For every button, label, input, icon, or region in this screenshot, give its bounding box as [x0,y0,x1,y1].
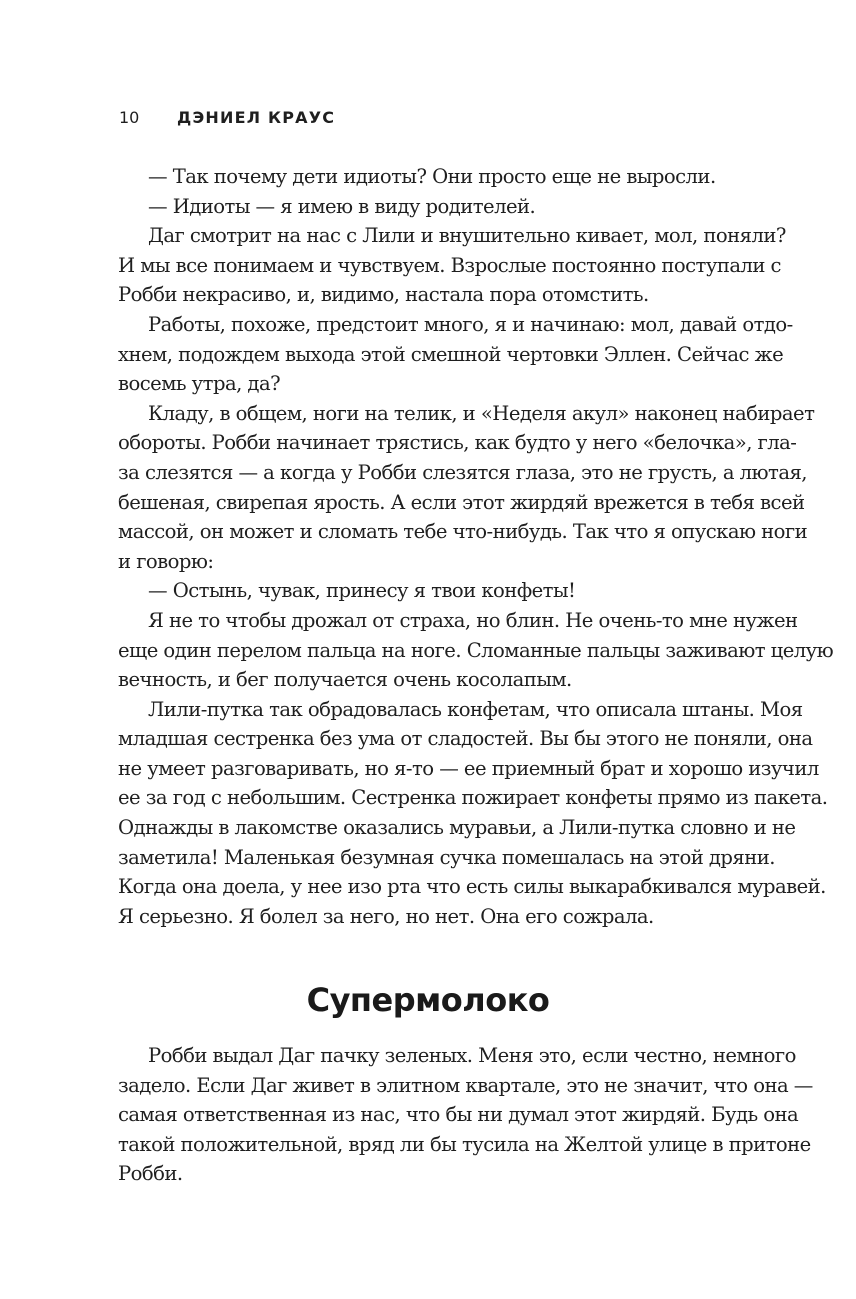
text-line: еще один перелом пальца на ноге. Сломанные пальцы заживают целую [118,638,834,662]
text-line: Однажды в лакомстве оказались муравьи, а Лили-путка словно и не [118,816,796,840]
text-line: — Остынь, чувак, принесу я твои конфеты! [148,579,576,603]
text-line: Робби выдал Даг пачку зеленых. Меня это, если честно, немного [148,1044,796,1067]
chapter-heading: Супермолоко [306,981,550,1019]
text-line: Даг смотрит на нас с Лили и внушительно кивает, мол, поняли? [148,224,786,248]
text-line: Лили-путка так обрадовалась конфетам, что описала штаны. Моя [148,697,803,721]
text-line: Робби некрасиво, и, видимо, настала пора отомстить. [118,283,649,307]
text-line: за слезятся — а когда у Робби слезятся глаза, это не грусть, а лютая, [118,460,807,484]
text-line: заметила! Маленькая безумная сучка помешалась на этой дряни. [118,845,775,869]
body-text-top [118,162,834,931]
text-line: Работы, похоже, предстоит много, я и начинаю: мол, давай отдо- [148,312,793,336]
text-line: бешеная, свирепая ярость. А если этот жирдяй врежется в тебя всей [118,490,805,514]
text-line: и говорю: [118,549,214,573]
text-line: самая ответственная из нас, что бы ни думал этот жирдяй. Будь она [118,1103,799,1127]
text-line: массой, он может и сломать тебе что-нибудь. Так что я опускаю ноги [118,520,808,544]
text-line: задело. Если Даг живет в элитном квартале, это не значит, что она — [118,1073,813,1097]
text-line: не умеет разговаривать, но я-то — ее приемный брат и хорошо изучил [118,756,819,780]
text-line: восемь утра, да? [118,372,281,396]
text-line: Я не то чтобы дрожал от страха, но блин. Не очень-то мне нужен [148,608,798,632]
book-author: ДЭНИЕЛ КРАУС [177,107,336,127]
text-line: вечность, и бег получается очень косолапым. [118,668,572,692]
text-line: Когда она доела, у нее изо рта что есть силы выкарабкивался муравей. [118,875,826,899]
text-line: хнем, подождем выхода этой смешной чертовки Эллен. Сейчас же [118,342,784,366]
text-line: — Идиоты — я имею в виду родителей. [148,194,536,218]
text-line: такой положительной, вряд ли бы тусила на Желтой улице в притоне [118,1132,811,1156]
text-line: младшая сестренка без ума от сладостей. Вы бы этого не поняли, она [118,727,813,751]
text-line: И мы все понимаем и чувствуем. Взрослые постоянно поступали с [118,253,781,277]
text-line: Я серьезно. Я болел за него, но нет. Она его сожрала. [118,904,654,928]
text-line: ее за год с небольшим. Сестренка пожирает конфеты прямо из пакета. [118,786,828,810]
text-line: Кладу, в общем, ноги на телик, и «Неделя акул» наконец набирает [148,401,815,425]
text-line: обороты. Робби начинает трястись, как будто у него «белочка», гла- [118,431,797,455]
running-head [119,105,335,129]
text-line: Робби. [118,1162,183,1186]
text-line: — Так почему дети идиоты? Они просто еще не выросли. [148,165,716,188]
page-number: 10 [119,107,140,127]
body-text-bottom [118,1041,813,1189]
